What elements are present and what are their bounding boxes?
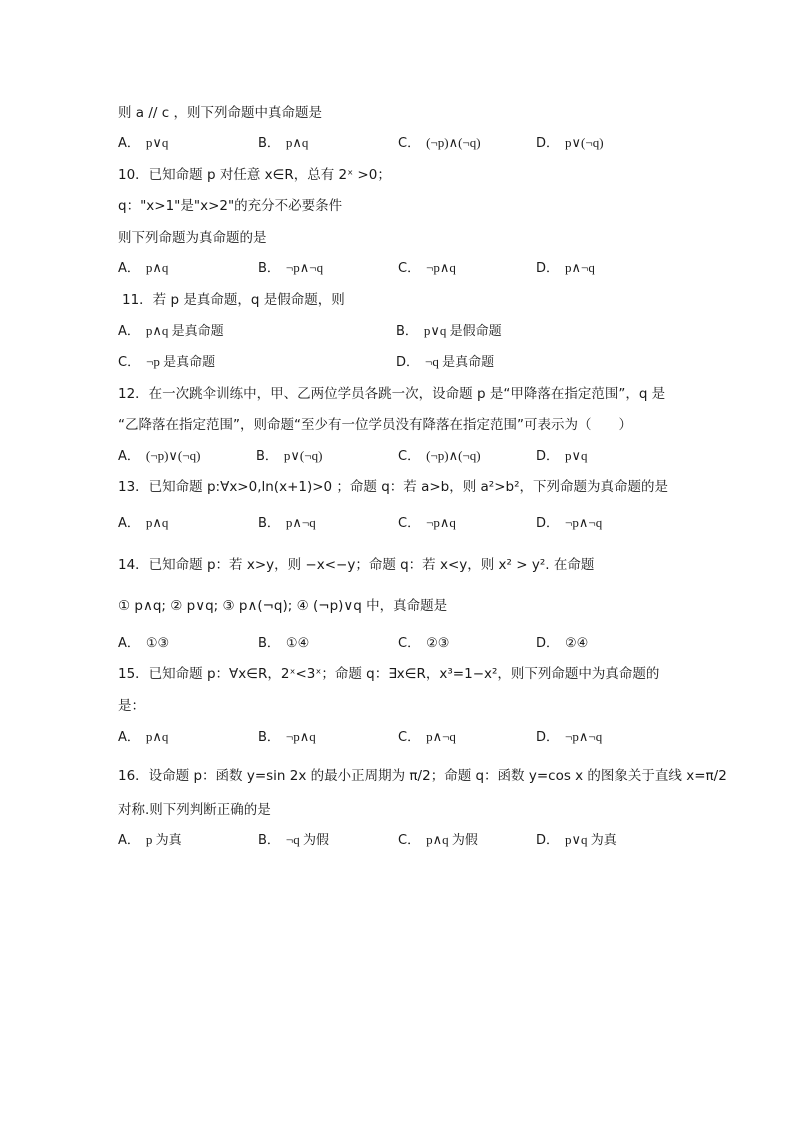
- q13-option-d: D． ¬p∧¬q: [536, 515, 603, 531]
- q14-stem-line2: ① p∧q; ② p∨q; ③ p∧(¬q); ④ (¬p)∨q 中，真命题是: [118, 598, 448, 614]
- q16-option-b: B． ¬q 为假: [258, 832, 330, 848]
- q14-option-c: C． ②③: [398, 635, 450, 651]
- q15-options: [118, 728, 688, 746]
- q14-option-b: B． ①④: [258, 635, 310, 651]
- q15-option-a: A． p∧q: [118, 729, 169, 745]
- q11-option-a: A． p∧q 是真命题: [118, 323, 224, 339]
- q10-stem-line2: q："x>1"是"x>2"的充分不必要条件: [118, 198, 343, 214]
- q11-stem: 11．若 p 是真命题，q 是假命题，则: [122, 292, 345, 308]
- q11-option-b: B． p∨q 是假命题: [396, 323, 502, 339]
- q11-options-row1: [118, 322, 688, 340]
- q10-stem-line3: 则下列命题为真命题的是: [118, 230, 267, 246]
- q14-option-a: A． ①③: [118, 635, 170, 651]
- q14-stem-line1: 14．已知命题 p：若 x>y，则 −x<−y；命题 q：若 x<y，则 x² > y². 在命题: [118, 557, 595, 573]
- q12-options: [118, 447, 688, 465]
- q16-option-d: D． p∨q 为真: [536, 832, 617, 848]
- q14-options: [118, 634, 688, 652]
- q12-option-d: D． p∨q: [536, 448, 588, 464]
- q11-option-c: C． ¬p 是真命题: [118, 354, 216, 370]
- q9-option-a: A． p∨q: [118, 135, 169, 151]
- q9-option-b: B． p∧q: [258, 135, 309, 151]
- q10-option-a: A． p∧q: [118, 260, 169, 276]
- q11-options-row2: [118, 353, 688, 371]
- q10-options: [118, 259, 688, 277]
- q10-stem-line1: 10．已知命题 p 对任意 x∈R，总有 2ˣ >0；: [118, 167, 391, 183]
- q12-stem-line2: “乙降落在指定范围”，则命题“至少有一位学员没有降落在指定范围”可表示为（ ）: [118, 417, 632, 433]
- q11-option-d: D． ¬q 是真命题: [396, 354, 495, 370]
- q12-option-c: C． (¬p)∧(¬q): [398, 448, 481, 464]
- q10-option-d: D． p∧¬q: [536, 260, 595, 276]
- q13-option-c: C． ¬p∧q: [398, 515, 456, 531]
- q10-option-b: B． ¬p∧¬q: [258, 260, 324, 276]
- q15-option-b: B． ¬p∧q: [258, 729, 316, 745]
- q15-option-d: D． ¬p∧¬q: [536, 729, 603, 745]
- q13-options: [118, 514, 688, 532]
- q9-option-c: C． (¬p)∧(¬q): [398, 135, 481, 151]
- q16-stem-line2: 对称.则下列判断正确的是: [118, 802, 271, 818]
- q13-option-b: B． p∧¬q: [258, 515, 316, 531]
- q16-option-c: C． p∧q 为假: [398, 832, 478, 848]
- q15-option-c: C． p∧¬q: [398, 729, 456, 745]
- q9-options: [118, 134, 688, 152]
- q10-option-c: C． ¬p∧q: [398, 260, 456, 276]
- q13-stem: 13．已知命题 p:∀x>0,ln(x+1)>0 ；命题 q：若 a>b，则 a²>b²，下列命题为真命题的是: [118, 479, 668, 495]
- q13-option-a: A． p∧q: [118, 515, 169, 531]
- q14-option-d: D． ②④: [536, 635, 589, 651]
- q12-option-a: A． (¬p)∨(¬q): [118, 448, 201, 464]
- q12-option-b: B． p∨(¬q): [256, 448, 323, 464]
- q16-options: [118, 831, 688, 849]
- q16-option-a: A． p 为真: [118, 832, 182, 848]
- q15-stem-line2: 是：: [118, 698, 145, 714]
- q9-stem: 则 a // c ，则下列命题中真命题是: [118, 105, 322, 121]
- q15-stem-line1: 15．已知命题 p：∀x∈R，2ˣ<3ˣ；命题 q：∃x∈R，x³=1−x²，则下列命题中为真命题的: [118, 666, 660, 682]
- q9-option-d: D． p∨(¬q): [536, 135, 604, 151]
- q16-stem-line1: 16．设命题 p：函数 y=sin 2x 的最小正周期为 π/2；命题 q：函数 y=cos x 的图象关于直线 x=π/2: [118, 768, 727, 784]
- q12-stem-line1: 12．在一次跳伞训练中，甲、乙两位学员各跳一次，设命题 p 是“甲降落在指定范围”，q 是: [118, 386, 666, 402]
